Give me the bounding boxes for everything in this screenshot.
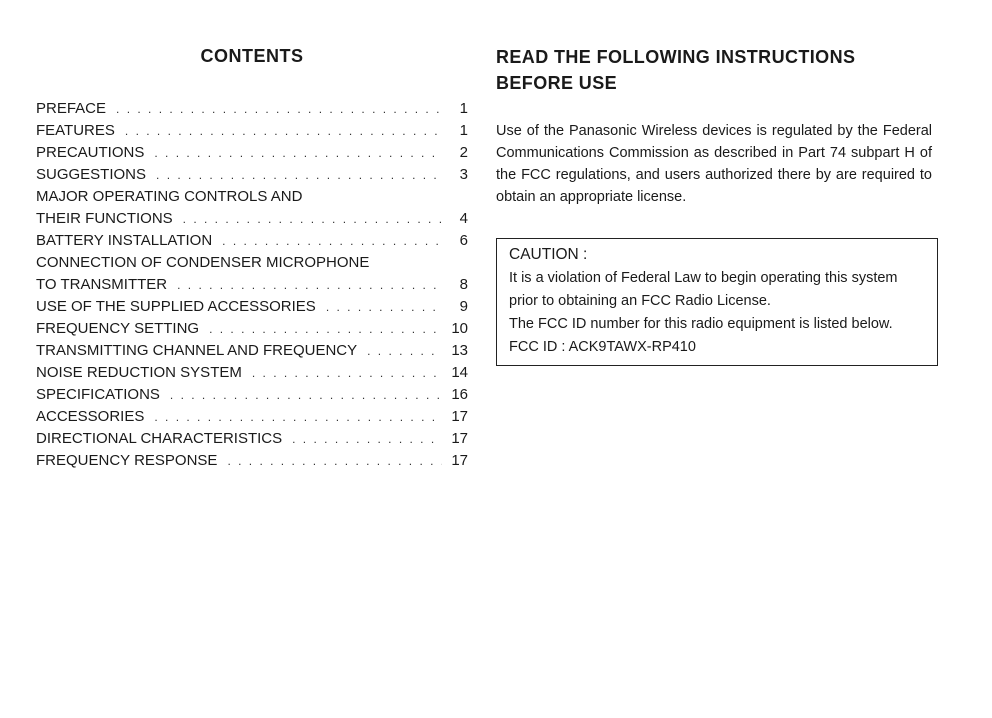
toc-leader-dots <box>222 230 442 252</box>
toc-leader-dots <box>326 296 442 318</box>
toc-item-page: 17 <box>451 408 468 425</box>
toc-item-page: 9 <box>459 298 468 315</box>
toc-item <box>36 274 468 296</box>
toc-item <box>36 340 468 362</box>
toc-item <box>36 208 468 230</box>
toc-item <box>36 230 468 252</box>
instructions-title-line1: READ THE FOLLOWING INSTRUCTIONS <box>496 47 856 67</box>
toc-leader-dots <box>156 164 442 186</box>
toc-item-label: TRANSMITTING CHANNEL AND FREQUENCY <box>36 342 358 359</box>
toc-leader-dots <box>183 208 442 230</box>
toc-leader-dots <box>116 98 442 120</box>
toc-item <box>36 296 468 318</box>
toc-item-page: 1 <box>459 100 468 117</box>
toc-item-label: ACCESSORIES <box>36 408 145 425</box>
toc-item-page: 17 <box>451 430 468 447</box>
contents-section <box>36 44 468 472</box>
toc-item-label: SUGGESTIONS <box>36 166 147 183</box>
toc-item-page: 3 <box>459 166 468 183</box>
toc-item-label: TO TRANSMITTER <box>36 276 168 293</box>
toc-item-page: 2 <box>459 144 468 161</box>
instructions-title <box>496 44 934 96</box>
toc-item-label: FEATURES <box>36 122 115 139</box>
toc-leader-dots <box>227 450 442 472</box>
toc-item <box>36 450 468 472</box>
caution-text-violation: It is a violation of Federal Law to begin operating this system prior to obtaining an FCC Radio License. <box>509 270 898 309</box>
caution-text-fcc-id-note: The FCC ID number for this radio equipment is listed below. <box>509 316 893 332</box>
toc-item-page: 8 <box>459 276 468 293</box>
toc-item <box>36 142 468 164</box>
toc-item-page: 13 <box>451 342 468 359</box>
toc-item-label: PREFACE <box>36 100 107 117</box>
toc-item <box>36 318 468 340</box>
toc-item-label: THEIR FUNCTIONS <box>36 210 173 227</box>
toc-item-page: 16 <box>451 386 468 403</box>
toc-item <box>36 252 468 274</box>
toc-item-label: PRECAUTIONS <box>36 144 145 161</box>
toc-item-label: NOISE REDUCTION SYSTEM <box>36 364 242 381</box>
toc-leader-dots <box>367 340 442 362</box>
fcc-id: FCC ID : ACK9TAWX-RP410 <box>509 339 696 355</box>
toc-item-page: 14 <box>451 364 468 381</box>
toc-item-label: FREQUENCY SETTING <box>36 320 200 337</box>
toc-item-page: 6 <box>459 232 468 249</box>
toc-item-label: FREQUENCY RESPONSE <box>36 452 218 469</box>
toc-leader-dots <box>154 406 442 428</box>
toc-item-label: DIRECTIONAL CHARACTERISTICS <box>36 430 283 447</box>
toc-leader-dots <box>170 384 442 406</box>
toc-item <box>36 186 468 208</box>
toc-item-label: MAJOR OPERATING CONTROLS AND <box>36 188 303 205</box>
toc-leader-dots <box>292 428 442 450</box>
toc-item-page: 4 <box>459 210 468 227</box>
instructions-title-line2: BEFORE USE <box>496 73 618 93</box>
caution-box <box>496 238 938 366</box>
toc-leader-dots <box>252 362 442 384</box>
toc-item <box>36 384 468 406</box>
toc-item-page: 1 <box>459 122 468 139</box>
toc-item <box>36 164 468 186</box>
contents-title: CONTENTS <box>200 46 304 66</box>
toc-item-label: SPECIFICATIONS <box>36 386 160 403</box>
caution-title: CAUTION : <box>509 246 588 263</box>
toc-item-page: 17 <box>451 452 468 469</box>
toc-item <box>36 362 468 384</box>
toc-leader-dots <box>154 142 442 164</box>
toc-item-label: BATTERY INSTALLATION <box>36 232 213 249</box>
toc-item <box>36 428 468 450</box>
instructions-section <box>496 44 934 366</box>
toc-leader-dots <box>209 318 442 340</box>
toc-item <box>36 98 468 120</box>
toc-list <box>36 98 468 472</box>
toc-item-page: 10 <box>451 320 468 337</box>
toc-leader-dots <box>125 120 442 142</box>
toc-item-label: CONNECTION OF CONDENSER MICROPHONE <box>36 254 370 271</box>
toc-item <box>36 406 468 428</box>
toc-item <box>36 120 468 142</box>
toc-item-label: USE OF THE SUPPLIED ACCESSORIES <box>36 298 316 315</box>
toc-leader-dots <box>177 274 442 296</box>
intro-paragraph: Use of the Panasonic Wireless devices is regulated by the Federal Communications Commission as described in Part 74 subpart H of the FCC regulations, and users authorized there by are required to obtain an appropriate license. <box>496 123 932 205</box>
